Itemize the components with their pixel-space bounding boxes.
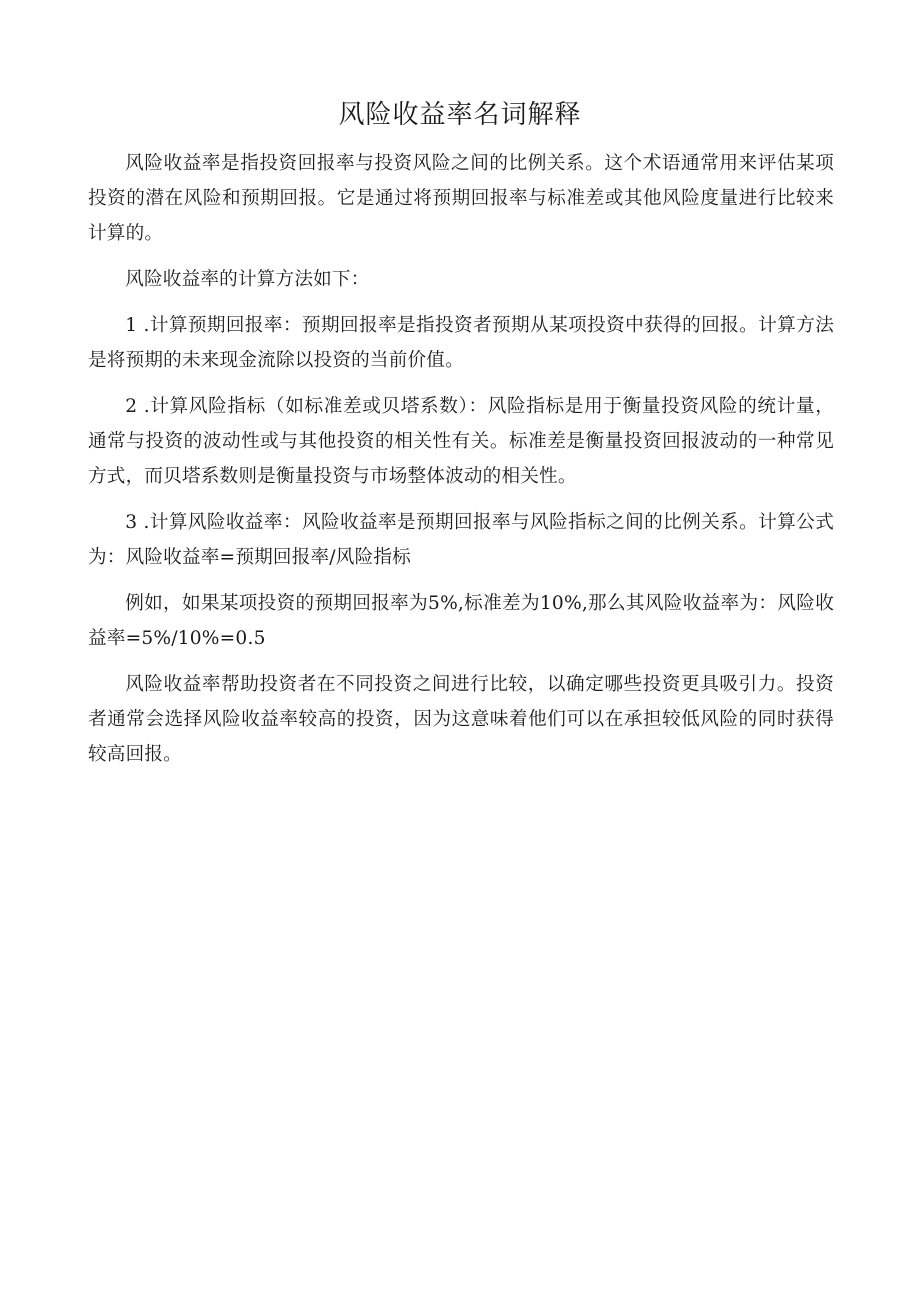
paragraph-step-3: 3 .计算风险收益率：风险收益率是预期回报率与风险指标之间的比例关系。计算公式为：风险收益率=预期回报率/风险指标 bbox=[88, 512, 834, 568]
paragraph-conclusion: 风险收益率帮助投资者在不同投资之间进行比较，以确定哪些投资更具吸引力。投资者通常会选择风险收益率较高的投资，因为这意味着他们可以在承担较低风险的同时获得较高回报。 bbox=[88, 674, 834, 765]
paragraph-definition: 风险收益率是指投资回报率与投资风险之间的比例关系。这个术语通常用来评估某项投资的潜在风险和预期回报。它是通过将预期回报率与标准差或其他风险度量进行比较来计算的。 bbox=[88, 153, 834, 244]
document-title: 风险收益率名词解释 bbox=[338, 100, 582, 130]
paragraph-method-intro: 风险收益率的计算方法如下： bbox=[125, 269, 370, 290]
document-body bbox=[88, 146, 834, 783]
paragraph-step-1: 1 .计算预期回报率：预期回报率是指投资者预期从某项投资中获得的回报。计算方法是将预期的未来现金流除以投资的当前价值。 bbox=[88, 315, 834, 371]
paragraph-step-2: 2 .计算风险指标（如标准差或贝塔系数）：风险指标是用于衡量投资风险的统计量，通常与投资的波动性或与其他投资的相关性有关。标准差是衡量投资回报波动的一种常见方式，而贝塔系数则是衡量投资与市场整体波动的相关性。 bbox=[88, 396, 834, 487]
paragraph-example: 例如，如果某项投资的预期回报率为5%,标准差为10%,那么其风险收益率为：风险收益率=5%/10%=0.5 bbox=[88, 593, 834, 649]
